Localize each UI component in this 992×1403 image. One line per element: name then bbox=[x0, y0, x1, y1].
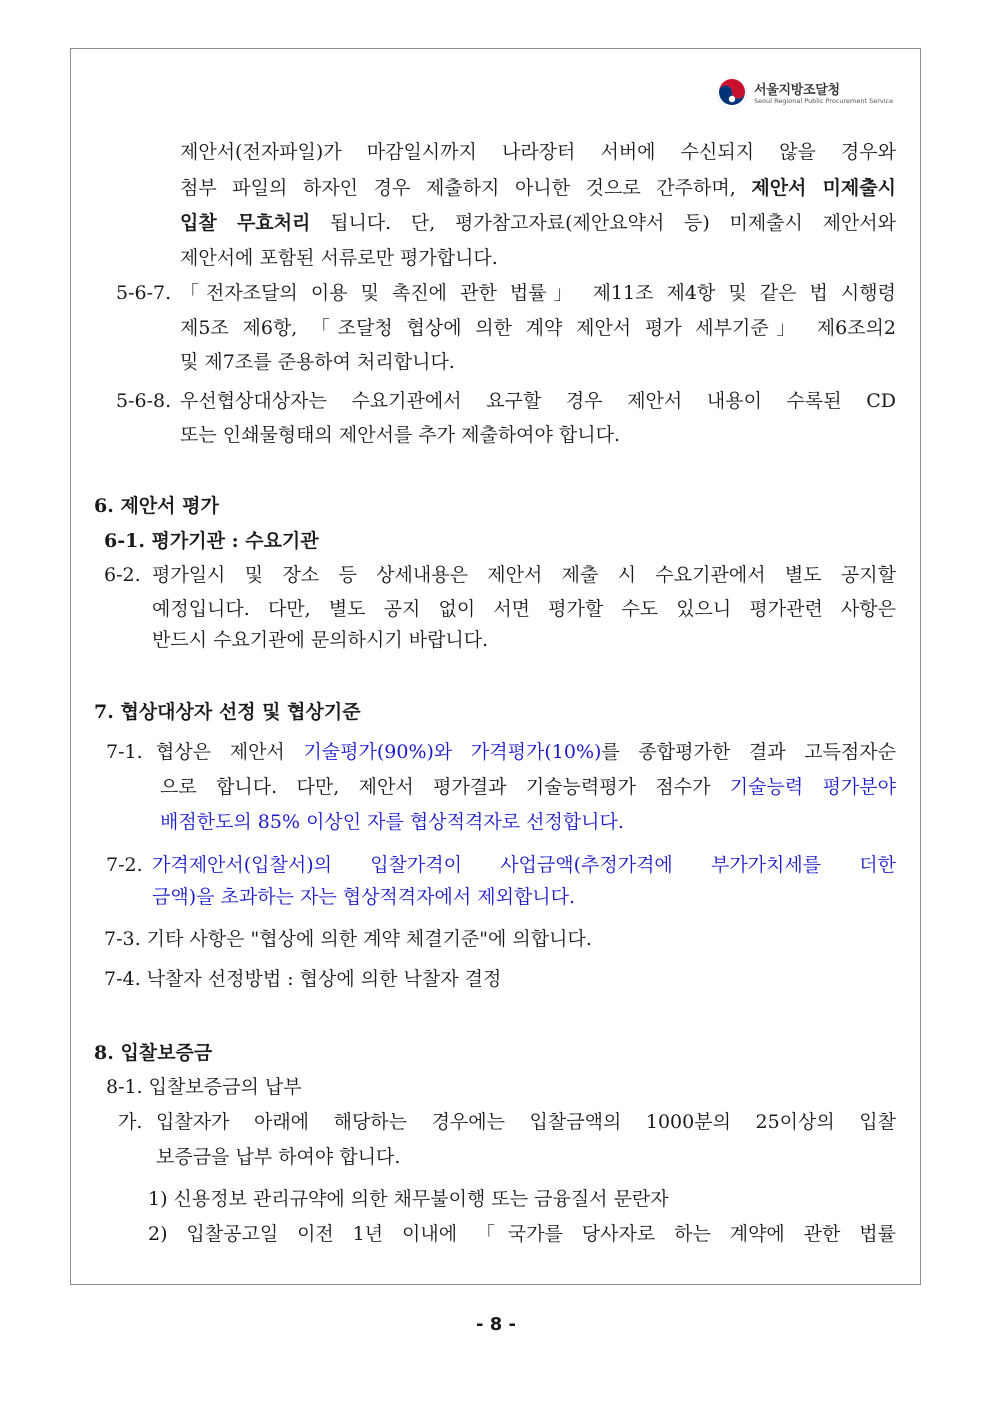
section-heading: 7. 협상대상자 선정 및 협상기준 bbox=[94, 701, 361, 723]
paragraph-line: 및 제7조를 준용하여 처리합니다. bbox=[180, 351, 455, 373]
paragraph-line: 첨부 파일의 하자인 경우 제출하지 아니한 것으로 간주하며, 제안서 미제출시 bbox=[180, 177, 896, 199]
clause-number: 5-6-7. bbox=[116, 282, 172, 304]
paragraph-line: 으로 합니다. 다만, 제안서 평가결과 기술능력평가 점수가 기술능력 평가분야 bbox=[160, 776, 896, 798]
paragraph-line: 7-3. 기타 사항은 "협상에 의한 계약 체결기준"에 의합니다. bbox=[104, 928, 592, 950]
org-name-korean: 서울지방조달청 bbox=[754, 83, 840, 98]
paragraph-line: 입찰자가 아래에 해당하는 경우에는 입찰금액의 1000분의 25이상의 입찰 bbox=[156, 1111, 896, 1133]
bold-emphasis: 입찰 무효처리 bbox=[180, 212, 311, 234]
clause-number: 가. bbox=[118, 1111, 143, 1133]
org-name-english: Seoul Regional Public Procurement Service bbox=[754, 97, 894, 105]
list-item: 2) 입찰공고일 이전 1년 이내에 「국가를 당사자로 하는 계약에 관한 법률 bbox=[148, 1223, 896, 1245]
paragraph-line: 금액)을 초과하는 자는 협상적격자에서 제외합니다. bbox=[152, 886, 576, 908]
paragraph-line: 평가일시 및 장소 등 상세내용은 제안서 제출 시 수요기관에서 별도 공지할 bbox=[152, 564, 896, 586]
paragraph-line: 입찰 무효처리 됩니다. 단, 평가참고자료(제안요약서 등) 미제출시 제안서와 bbox=[180, 212, 896, 234]
paragraph-line: 제5조 제6항, 「조달청 협상에 의한 계약 제안서 평가 세부기준」 제6조의2 bbox=[180, 317, 896, 339]
paragraph-line: 가격제안서(입찰서)의 입찰가격이 사업금액(추정가격에 부가가치세를 더한 bbox=[152, 854, 896, 876]
subsection-heading: 8-1. 입찰보증금의 납부 bbox=[106, 1076, 302, 1098]
section-heading: 6. 제안서 평가 bbox=[94, 495, 219, 517]
paragraph-line: 협상은 제안서 기술평가(90%)와 가격평가(10%)를 종합평가한 결과 고득점자순 bbox=[156, 741, 896, 763]
paragraph-line: 우선협상대상자는 수요기관에서 요구할 경우 제안서 내용이 수록된 CD bbox=[180, 390, 896, 412]
paragraph-line: 7-4. 낙찰자 선정방법 : 협상에 의한 낙찰자 결정 bbox=[104, 968, 502, 990]
clause-number: 5-6-8. bbox=[116, 390, 172, 412]
paragraph-line: 제안서에 포함된 서류로만 평가합니다. bbox=[180, 247, 498, 269]
paragraph-line: 제안서(전자파일)가 마감일시까지 나라장터 서버에 수신되지 않을 경우와 bbox=[180, 141, 896, 163]
paragraph-line: 반드시 수요기관에 문의하시기 바랍니다. bbox=[152, 629, 489, 651]
list-item: 1) 신용정보 관리규약에 의한 채무불이행 또는 금융질서 문란자 bbox=[148, 1188, 669, 1210]
blue-highlight: 기술능력 평가분야 bbox=[729, 776, 896, 798]
bold-emphasis: 제안서 미제출시 bbox=[751, 177, 896, 199]
paragraph-line: 예정입니다. 다만, 별도 공지 없이 서면 평가할 수도 있으니 평가관련 사항은 bbox=[152, 598, 896, 620]
subsection-heading: 6-1. 평가기관 : 수요기관 bbox=[104, 530, 319, 552]
page-number: - 8 - bbox=[476, 1314, 516, 1335]
org-logo bbox=[716, 78, 896, 112]
clause-number: 7-1. bbox=[106, 741, 143, 763]
clause-number: 6-2. bbox=[104, 564, 141, 586]
paragraph-line: 또는 인쇄물형태의 제안서를 추가 제출하여야 합니다. bbox=[180, 424, 621, 446]
paragraph-line: 보증금을 납부 하여야 합니다. bbox=[156, 1146, 401, 1168]
taegeuk-logo-icon bbox=[716, 78, 748, 110]
clause-number: 7-2. bbox=[106, 854, 143, 876]
section-heading: 8. 입찰보증금 bbox=[94, 1042, 213, 1064]
paragraph-line: 「전자조달의 이용 및 촉진에 관한 법률」 제11조 제4항 및 같은 법 시행령 bbox=[180, 282, 896, 304]
blue-highlight: 기술평가(90%)와 가격평가(10%) bbox=[303, 741, 602, 763]
paragraph-line: 배점한도의 85% 이상인 자를 협상적격자로 선정합니다. bbox=[160, 811, 624, 833]
